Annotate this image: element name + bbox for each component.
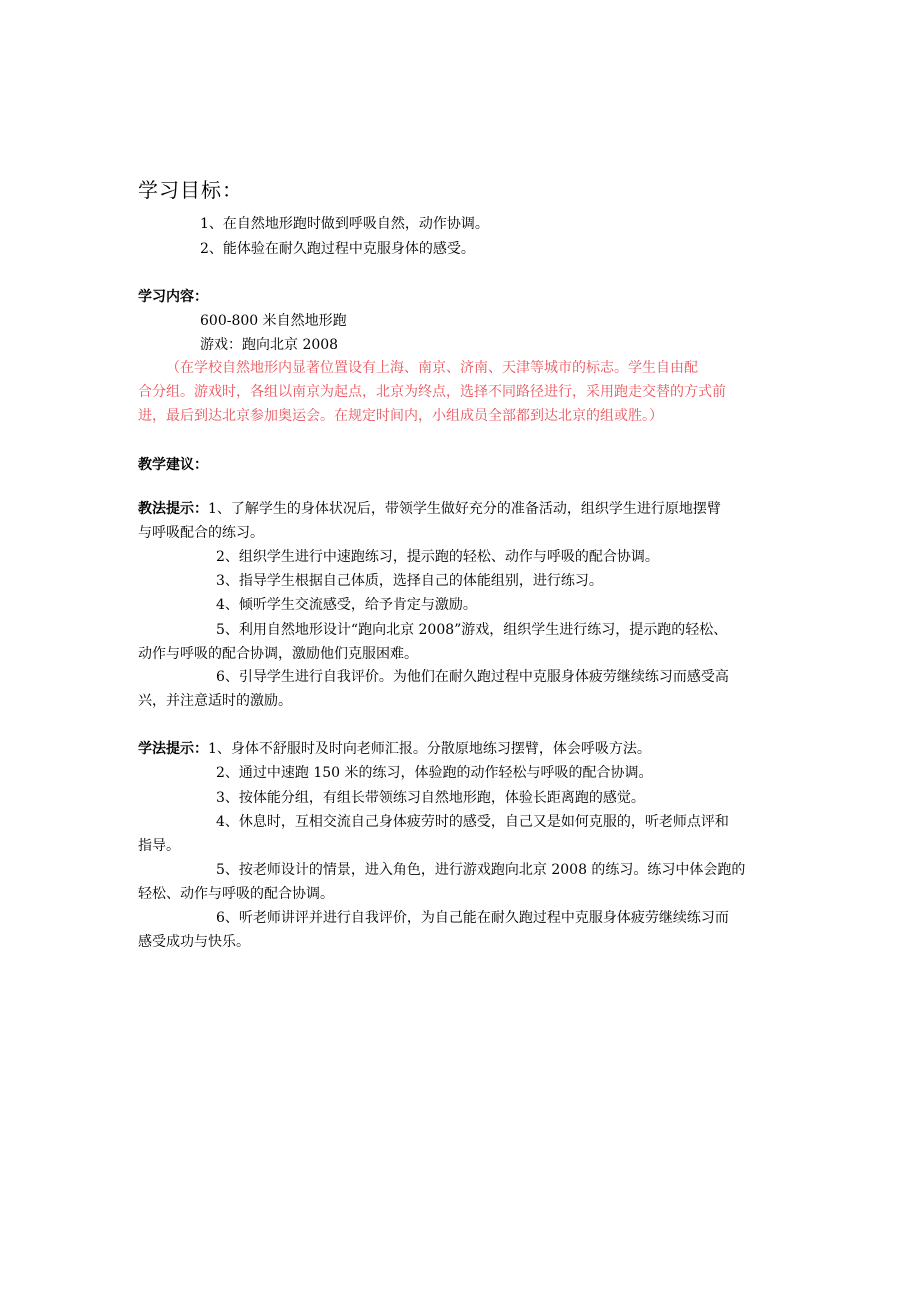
content-note-line-2: 合分组。游戏时，各组以南京为起点，北京为终点，选择不同路径进行，采用跑走交替的方式前 [138, 384, 726, 400]
suggestions-heading: 教学建议： [138, 457, 208, 473]
learning-line-2: 2、通过中速跑 150 米的练习，体验跑的动作轻松与呼吸的配合协调。 [216, 765, 653, 781]
learning-line-8: 6、听老师讲评并进行自我评价，为自己能在耐久跑过程中克服身体疲劳继续练习而 [216, 910, 729, 926]
learning-line-4: 4、休息时，互相交流自己身体疲劳时的感受，自己又是如何克服的，听老师点评和 [216, 814, 729, 830]
goals-heading: 学习目标： [138, 178, 243, 202]
content-item-2: 游戏：跑向北京 2008 [200, 337, 339, 353]
teaching-line-1 [138, 498, 721, 520]
learning-line-6: 5、按老师设计的情景，进入角色，进行游戏跑向北京 2008 的练习。练习中体会跑的 [216, 862, 746, 878]
teaching-line-5: 4、倾听学生交流感受，给予肯定与激励。 [216, 597, 477, 613]
learning-text-1: 1、身体不舒服时及时向老师汇报。分散原地练习摆臂，体会呼吸方法。 [208, 741, 651, 757]
learning-line-7: 轻松、动作与呼吸的配合协调。 [138, 886, 334, 902]
content-note-line-3: 进，最后到达北京参加奥运会。在规定时间内，小组成员全部都到达北京的组或胜。） [138, 408, 663, 424]
teaching-text-1: 1、了解学生的身体状况后，带领学生做好充分的准备活动，组织学生进行原地摆臂 [208, 501, 721, 517]
content-heading: 学习内容： [138, 289, 208, 305]
teaching-line-8: 6、引导学生进行自我评价。为他们在耐久跑过程中克服身体疲劳继续练习而感受高 [216, 669, 729, 685]
teaching-label: 教法提示： [138, 501, 208, 517]
content-note-line-1: （在学校自然地形内显著位置设有上海、南京、济南、天津等城市的标志。学生自由配 [166, 360, 698, 376]
teaching-line-3: 2、组织学生进行中速跑练习，提示跑的轻松、动作与呼吸的配合协调。 [216, 549, 659, 565]
goal-item-1: 1、在自然地形跑时做到呼吸自然，动作协调。 [200, 216, 489, 232]
learning-line-5: 指导。 [138, 838, 180, 854]
learning-line-1 [138, 738, 651, 760]
learning-line-9: 感受成功与快乐。 [138, 934, 250, 950]
learning-label: 学法提示： [138, 741, 208, 757]
learning-line-3: 3、按体能分组，有组长带领练习自然地形跑，体验长距离跑的感觉。 [216, 790, 645, 806]
teaching-line-7: 动作与呼吸的配合协调，激励他们克服困难。 [138, 646, 418, 662]
goal-item-2: 2、能体验在耐久跑过程中克服身体的感受。 [200, 241, 475, 257]
teaching-line-6: 5、利用自然地形设计“跑向北京 2008”游戏，组织学生进行练习，提示跑的轻松、 [216, 622, 728, 638]
content-item-1: 600-800 米自然地形跑 [200, 313, 347, 329]
teaching-line-2: 与呼吸配合的练习。 [138, 525, 264, 541]
teaching-line-9: 兴，并注意适时的激励。 [138, 693, 292, 709]
teaching-line-4: 3、指导学生根据自己体质，选择自己的体能组别，进行练习。 [216, 573, 603, 589]
